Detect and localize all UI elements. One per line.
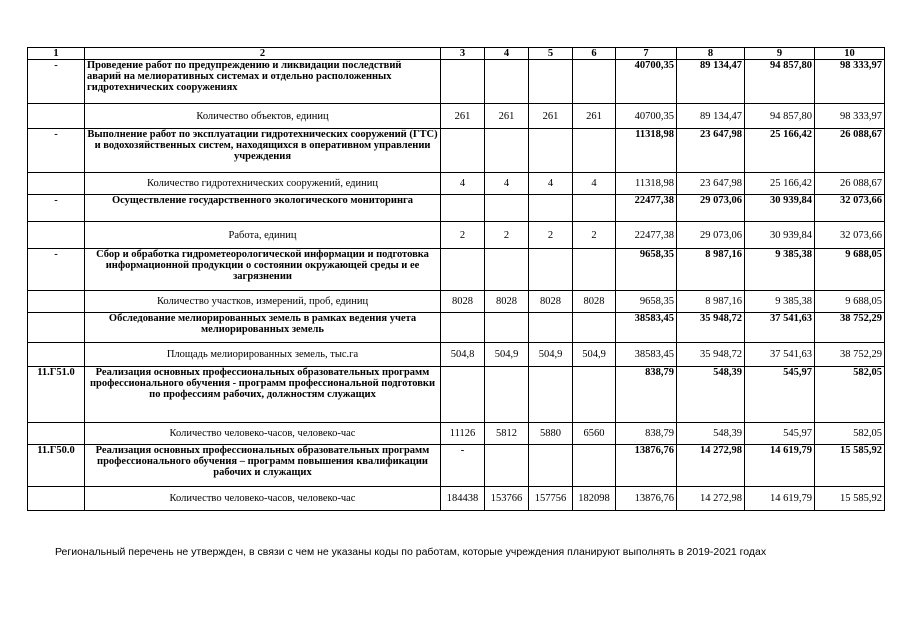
volume-2018-cell: 184438 <box>441 487 485 511</box>
cost-col10-cell: 582,05 <box>815 423 885 445</box>
row-code-cell: - <box>28 60 85 104</box>
cost-col7-cell: 838,79 <box>616 367 677 423</box>
row-description-cell: Выполнение работ по эксплуатации гидротехнических сооружений (ГТС) и водохозяйственных систем, находящихся в оперативном управлении учреждения <box>85 129 441 173</box>
footnote: Региональный перечень не утвержден, в связи с чем не указаны коды по работам, которые учреждения планируют выполнять в 2019-2021 годах <box>55 546 767 558</box>
row-code-cell <box>28 104 85 129</box>
volume-2021-cell <box>573 313 616 343</box>
volume-2020-cell: 157756 <box>529 487 573 511</box>
volume-2020-cell: 4 <box>529 173 573 195</box>
volume-2019-cell: 4 <box>485 173 529 195</box>
volume-2018-cell: - <box>441 445 485 487</box>
volume-2018-cell: 11126 <box>441 423 485 445</box>
volume-2020-cell: 2 <box>529 222 573 249</box>
row-code-cell <box>28 313 85 343</box>
cost-col7-cell: 9658,35 <box>616 291 677 313</box>
cost-col9-cell: 30 939,84 <box>745 222 815 249</box>
volume-2019-cell: 5812 <box>485 423 529 445</box>
cost-col9-cell: 25 166,42 <box>745 129 815 173</box>
volume-2020-cell <box>529 445 573 487</box>
row-description-cell: Сбор и обработка гидрометеорологической информации и подготовка информационной продукции о состоянии окружающей среды и ее загрязнении <box>85 249 441 291</box>
cost-col9-cell: 94 857,80 <box>745 104 815 129</box>
volume-2021-cell <box>573 445 616 487</box>
cost-col10-cell: 38 752,29 <box>815 343 885 367</box>
volume-2020-cell <box>529 195 573 222</box>
service-row <box>28 129 885 173</box>
cost-col8-cell: 29 073,06 <box>677 222 745 249</box>
service-row <box>28 367 885 423</box>
volume-2021-cell: 6560 <box>573 423 616 445</box>
cost-col9-cell: 14 619,79 <box>745 487 815 511</box>
cost-col10-cell: 9 688,05 <box>815 249 885 291</box>
row-description-cell: Количество участков, измерений, проб, единиц <box>85 291 441 313</box>
cost-col10-cell: 15 585,92 <box>815 487 885 511</box>
indicator-row <box>28 222 885 249</box>
volume-2021-cell <box>573 367 616 423</box>
cost-col9-cell: 545,97 <box>745 367 815 423</box>
cost-col7-cell: 838,79 <box>616 423 677 445</box>
indicator-row <box>28 423 885 445</box>
volume-2020-cell: 5880 <box>529 423 573 445</box>
volume-2020-cell: 8028 <box>529 291 573 313</box>
volume-2021-cell <box>573 249 616 291</box>
volume-2019-cell: 8028 <box>485 291 529 313</box>
column-number-7: 7 <box>616 48 677 60</box>
volume-2020-cell <box>529 249 573 291</box>
column-number-4: 4 <box>485 48 529 60</box>
cost-col10-cell: 26 088,67 <box>815 173 885 195</box>
row-code-cell: - <box>28 129 85 173</box>
volume-2020-cell: 261 <box>529 104 573 129</box>
cost-col10-cell: 15 585,92 <box>815 445 885 487</box>
column-number-8: 8 <box>677 48 745 60</box>
cost-col7-cell: 22477,38 <box>616 195 677 222</box>
cost-col10-cell: 38 752,29 <box>815 313 885 343</box>
cost-col9-cell: 30 939,84 <box>745 195 815 222</box>
row-code-cell <box>28 291 85 313</box>
column-number-2: 2 <box>85 48 441 60</box>
volume-2018-cell: 2 <box>441 222 485 249</box>
cost-col9-cell: 25 166,42 <box>745 173 815 195</box>
volume-2019-cell: 2 <box>485 222 529 249</box>
cost-col8-cell: 35 948,72 <box>677 313 745 343</box>
cost-col10-cell: 32 073,66 <box>815 222 885 249</box>
volume-2018-cell <box>441 313 485 343</box>
volume-2019-cell <box>485 313 529 343</box>
row-code-cell <box>28 423 85 445</box>
service-row <box>28 195 885 222</box>
volume-2018-cell: 261 <box>441 104 485 129</box>
indicator-row <box>28 173 885 195</box>
volume-2018-cell <box>441 195 485 222</box>
volume-2019-cell: 261 <box>485 104 529 129</box>
row-description-cell: Реализация основных профессиональных образовательных программ профессионального обучения - программ профессиональной подготовки по профессиям рабочих, должностям служащих <box>85 367 441 423</box>
cost-col8-cell: 548,39 <box>677 367 745 423</box>
volume-2019-cell: 153766 <box>485 487 529 511</box>
volume-2018-cell: 4 <box>441 173 485 195</box>
cost-col9-cell: 37 541,63 <box>745 313 815 343</box>
indicator-row <box>28 487 885 511</box>
volume-2020-cell <box>529 129 573 173</box>
volume-2021-cell: 8028 <box>573 291 616 313</box>
row-code-cell <box>28 173 85 195</box>
row-code-cell: 11.Г51.0 <box>28 367 85 423</box>
volume-2021-cell <box>573 129 616 173</box>
cost-col8-cell: 548,39 <box>677 423 745 445</box>
indicator-row <box>28 104 885 129</box>
cost-col7-cell: 40700,35 <box>616 104 677 129</box>
row-code-cell: - <box>28 195 85 222</box>
volume-2019-cell <box>485 249 529 291</box>
column-number-6: 6 <box>573 48 616 60</box>
cost-col7-cell: 9658,35 <box>616 249 677 291</box>
row-code-cell <box>28 343 85 367</box>
volume-2019-cell <box>485 445 529 487</box>
volume-2018-cell <box>441 367 485 423</box>
service-row <box>28 445 885 487</box>
volume-2018-cell: 504,8 <box>441 343 485 367</box>
cost-col7-cell: 38583,45 <box>616 313 677 343</box>
table-body <box>28 60 885 511</box>
row-code-cell: 11.Г50.0 <box>28 445 85 487</box>
service-row <box>28 60 885 104</box>
volume-2019-cell <box>485 60 529 104</box>
cost-col9-cell: 545,97 <box>745 423 815 445</box>
volume-2021-cell: 182098 <box>573 487 616 511</box>
row-code-cell: - <box>28 249 85 291</box>
cost-col8-cell: 23 647,98 <box>677 129 745 173</box>
column-number-9: 9 <box>745 48 815 60</box>
row-code-cell <box>28 487 85 511</box>
service-row <box>28 249 885 291</box>
cost-col9-cell: 37 541,63 <box>745 343 815 367</box>
volume-2021-cell <box>573 195 616 222</box>
volume-2020-cell <box>529 60 573 104</box>
volume-2021-cell: 261 <box>573 104 616 129</box>
cost-col8-cell: 8 987,16 <box>677 249 745 291</box>
cost-col9-cell: 9 385,38 <box>745 249 815 291</box>
cost-col7-cell: 11318,98 <box>616 173 677 195</box>
row-description-cell: Осуществление государственного экологического мониторинга <box>85 195 441 222</box>
volume-2019-cell: 504,9 <box>485 343 529 367</box>
indicator-row <box>28 343 885 367</box>
column-number-5: 5 <box>529 48 573 60</box>
row-description-cell: Реализация основных профессиональных образовательных программ профессионального обучения – программ повышения квалификации рабочих и служащих <box>85 445 441 487</box>
column-number-10: 10 <box>815 48 885 60</box>
cost-col8-cell: 14 272,98 <box>677 487 745 511</box>
cost-col9-cell: 94 857,80 <box>745 60 815 104</box>
cost-col10-cell: 9 688,05 <box>815 291 885 313</box>
indicator-row <box>28 291 885 313</box>
volume-2018-cell <box>441 129 485 173</box>
cost-col8-cell: 8 987,16 <box>677 291 745 313</box>
cost-col7-cell: 40700,35 <box>616 60 677 104</box>
cost-col10-cell: 98 333,97 <box>815 60 885 104</box>
row-description-cell: Проведение работ по предупреждению и ликвидации последствий аварий на мелиоративных системах и отдельно расположенных гидротехнических сооружениях <box>85 60 441 104</box>
column-number-row <box>28 48 885 60</box>
cost-col7-cell: 13876,76 <box>616 487 677 511</box>
row-description-cell: Работа, единиц <box>85 222 441 249</box>
volume-2021-cell <box>573 60 616 104</box>
volume-2021-cell: 504,9 <box>573 343 616 367</box>
row-description-cell: Количество человеко-часов, человеко-час <box>85 423 441 445</box>
cost-col8-cell: 23 647,98 <box>677 173 745 195</box>
volume-2021-cell: 2 <box>573 222 616 249</box>
cost-col10-cell: 582,05 <box>815 367 885 423</box>
cost-col10-cell: 98 333,97 <box>815 104 885 129</box>
cost-col9-cell: 14 619,79 <box>745 445 815 487</box>
row-description-cell: Количество объектов, единиц <box>85 104 441 129</box>
volume-2018-cell: 8028 <box>441 291 485 313</box>
cost-col8-cell: 89 134,47 <box>677 104 745 129</box>
volume-2020-cell <box>529 313 573 343</box>
budget-table <box>27 47 885 511</box>
volume-2018-cell <box>441 60 485 104</box>
volume-2020-cell: 504,9 <box>529 343 573 367</box>
row-description-cell: Количество человеко-часов, человеко-час <box>85 487 441 511</box>
row-description-cell: Количество гидротехнических сооружений, единиц <box>85 173 441 195</box>
row-description-cell: Площадь мелиорированных земель, тыс.га <box>85 343 441 367</box>
cost-col10-cell: 26 088,67 <box>815 129 885 173</box>
volume-2019-cell <box>485 367 529 423</box>
row-code-cell <box>28 222 85 249</box>
volume-2020-cell <box>529 367 573 423</box>
volume-2019-cell <box>485 129 529 173</box>
volume-2019-cell <box>485 195 529 222</box>
cost-col8-cell: 89 134,47 <box>677 60 745 104</box>
cost-col8-cell: 14 272,98 <box>677 445 745 487</box>
row-description-cell: Обследование мелиорированных земель в рамках ведения учета мелиорированных земель <box>85 313 441 343</box>
volume-2018-cell <box>441 249 485 291</box>
cost-col7-cell: 38583,45 <box>616 343 677 367</box>
cost-col9-cell: 9 385,38 <box>745 291 815 313</box>
cost-col10-cell: 32 073,66 <box>815 195 885 222</box>
cost-col7-cell: 13876,76 <box>616 445 677 487</box>
column-number-1: 1 <box>28 48 85 60</box>
column-number-3: 3 <box>441 48 485 60</box>
volume-2021-cell: 4 <box>573 173 616 195</box>
cost-col8-cell: 35 948,72 <box>677 343 745 367</box>
cost-col7-cell: 22477,38 <box>616 222 677 249</box>
service-row <box>28 313 885 343</box>
cost-col8-cell: 29 073,06 <box>677 195 745 222</box>
cost-col7-cell: 11318,98 <box>616 129 677 173</box>
